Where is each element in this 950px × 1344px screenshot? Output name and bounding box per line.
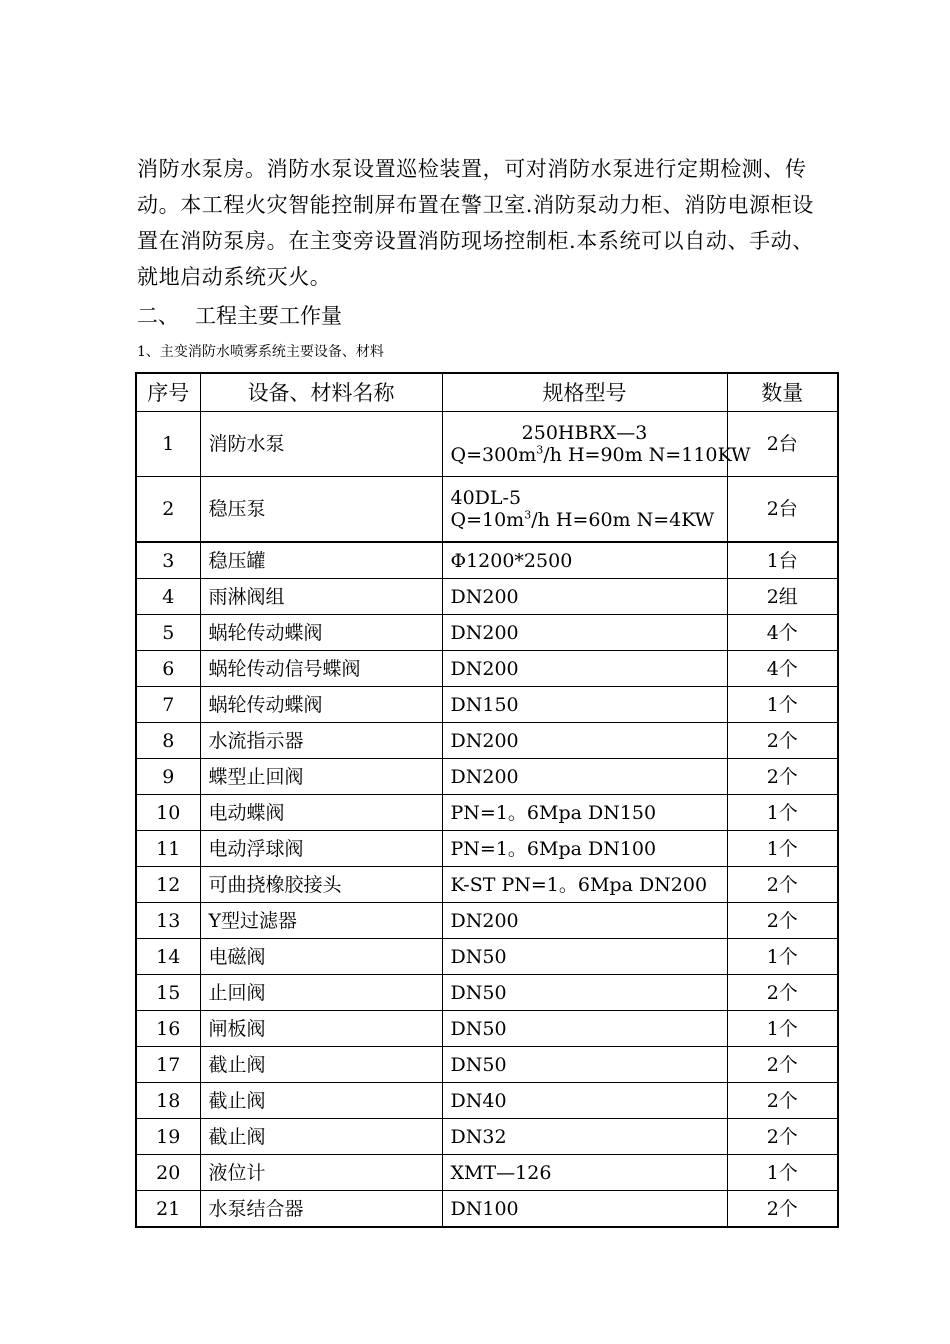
spec-model: 250HBRX—3 <box>521 422 648 444</box>
cell-qty: 1个 <box>727 939 838 975</box>
intro-line: 动。本工程火灾智能控制屏布置在警卫室.消防泵动力柜、消防电源柜设 <box>137 193 814 217</box>
table-row <box>136 867 838 903</box>
cell-no: 16 <box>136 1011 200 1047</box>
cell-spec: DN200 <box>442 903 727 939</box>
cell-qty: 2个 <box>727 1047 838 1083</box>
cell-qty: 2组 <box>727 579 838 615</box>
cell-no: 2 <box>136 477 200 543</box>
cell-no: 11 <box>136 831 200 867</box>
cell-name: 稳压罐 <box>200 542 442 579</box>
cell-qty: 4个 <box>727 651 838 687</box>
cell-name: 液位计 <box>200 1155 442 1191</box>
cell-no: 1 <box>136 412 200 477</box>
cell-qty: 2个 <box>727 759 838 795</box>
cell-spec: PN=1。6Mpa DN150 <box>442 795 727 831</box>
cell-spec: DN200 <box>442 759 727 795</box>
section-title: 工程主要工作量 <box>195 304 342 328</box>
subsection-heading: 1、主变消防水喷雾系统主要设备、材料 <box>137 344 384 360</box>
cell-name: 蜗轮传动蝶阀 <box>200 687 442 723</box>
cell-spec <box>442 412 751 477</box>
cell-no: 8 <box>136 723 200 759</box>
cell-no: 18 <box>136 1083 200 1119</box>
cell-qty: 2个 <box>727 867 838 903</box>
cell-no: 17 <box>136 1047 200 1083</box>
spec-rest: /h H=90m N=110KW <box>543 444 751 466</box>
table-row <box>136 1083 838 1119</box>
cell-spec: DN50 <box>442 975 727 1011</box>
cell-spec: K-ST PN=1。6Mpa DN200 <box>442 867 727 903</box>
cell-qty: 2个 <box>727 1083 838 1119</box>
cell-name: 电动浮球阀 <box>200 831 442 867</box>
cell-spec: DN150 <box>442 687 727 723</box>
intro-line: 消防水泵房。消防水泵设置巡检装置，可对消防水泵进行定期检测、传 <box>137 157 807 181</box>
cell-qty: 1个 <box>727 831 838 867</box>
cell-qty: 2台 <box>727 412 838 477</box>
cell-name: 水流指示器 <box>200 723 442 759</box>
cell-name: 消防水泵 <box>200 412 442 477</box>
cell-qty: 1个 <box>727 795 838 831</box>
table-row <box>136 651 838 687</box>
section-heading <box>137 300 342 332</box>
cell-name: 稳压泵 <box>200 477 442 543</box>
cell-spec: PN=1。6Mpa DN100 <box>442 831 727 867</box>
table-row <box>136 1191 838 1228</box>
table-row <box>136 1119 838 1155</box>
cell-no: 10 <box>136 795 200 831</box>
spec-params <box>451 509 719 531</box>
cell-name: 水泵结合器 <box>200 1191 442 1228</box>
section-number: 二、 <box>137 304 179 328</box>
intro-line: 置在消防泵房。在主变旁设置消防现场控制柜.本系统可以自动、手动、 <box>137 229 814 253</box>
spec-params <box>450 443 751 466</box>
cell-no: 9 <box>136 759 200 795</box>
cell-qty: 4个 <box>727 615 838 651</box>
equipment-table <box>135 372 839 1228</box>
header-name: 设备、材料名称 <box>200 373 442 412</box>
header-qty: 数量 <box>727 373 838 412</box>
table-row <box>136 579 838 615</box>
spec-exponent: 3 <box>536 443 544 457</box>
table-row <box>136 975 838 1011</box>
cell-spec: DN200 <box>442 579 727 615</box>
cell-no: 15 <box>136 975 200 1011</box>
table-row <box>136 903 838 939</box>
spec-model: 40DL-5 <box>450 487 522 509</box>
cell-name: 止回阀 <box>200 975 442 1011</box>
cell-spec: DN50 <box>442 1047 727 1083</box>
cell-qty: 1个 <box>727 1011 838 1047</box>
cell-name: 蝶型止回阀 <box>200 759 442 795</box>
cell-no: 20 <box>136 1155 200 1191</box>
cell-name: 截止阀 <box>200 1083 442 1119</box>
table-row <box>136 1155 838 1191</box>
intro-line: 就地启动系统灭火。 <box>137 265 332 289</box>
table-row <box>136 615 838 651</box>
table-row <box>136 1047 838 1083</box>
cell-no: 19 <box>136 1119 200 1155</box>
cell-qty: 2个 <box>727 723 838 759</box>
cell-no: 4 <box>136 579 200 615</box>
cell-qty: 2个 <box>727 1119 838 1155</box>
cell-no: 5 <box>136 615 200 651</box>
table-row <box>136 1011 838 1047</box>
cell-name: 截止阀 <box>200 1047 442 1083</box>
cell-spec: DN100 <box>442 1191 727 1228</box>
cell-spec <box>442 477 727 543</box>
cell-qty: 1个 <box>727 1155 838 1191</box>
cell-spec: DN50 <box>442 939 727 975</box>
cell-qty: 1个 <box>727 687 838 723</box>
cell-name: 截止阀 <box>200 1119 442 1155</box>
cell-spec: DN200 <box>442 651 727 687</box>
cell-qty: 1台 <box>727 542 838 579</box>
table-row <box>136 795 838 831</box>
cell-no: 13 <box>136 903 200 939</box>
header-spec: 规格型号 <box>442 373 727 412</box>
cell-spec: Φ1200*2500 <box>442 542 727 579</box>
table-row <box>136 939 838 975</box>
cell-name: 蜗轮传动信号蝶阀 <box>200 651 442 687</box>
table-header-row <box>136 373 838 412</box>
cell-no: 12 <box>136 867 200 903</box>
table-row <box>136 831 838 867</box>
table-row <box>136 687 838 723</box>
cell-qty: 2个 <box>727 903 838 939</box>
cell-no: 6 <box>136 651 200 687</box>
cell-no: 7 <box>136 687 200 723</box>
cell-spec: DN50 <box>442 1011 727 1047</box>
cell-spec: DN200 <box>442 615 727 651</box>
cell-name: 蜗轮传动蝶阀 <box>200 615 442 651</box>
header-no: 序号 <box>136 373 200 412</box>
spec-exponent: 3 <box>524 508 532 522</box>
cell-no: 3 <box>136 542 200 579</box>
cell-no: 14 <box>136 939 200 975</box>
cell-name: 闸板阀 <box>200 1011 442 1047</box>
table-row <box>136 759 838 795</box>
cell-spec: XMT—126 <box>442 1155 727 1191</box>
cell-qty: 2个 <box>727 1191 838 1228</box>
table-row <box>136 723 838 759</box>
cell-spec: DN40 <box>442 1083 727 1119</box>
spec-flow: Q=300m <box>450 444 537 466</box>
spec-rest: /h H=60m N=4KW <box>531 509 715 531</box>
intro-paragraph <box>137 151 837 295</box>
cell-spec: DN200 <box>442 723 727 759</box>
cell-name: 雨淋阀组 <box>200 579 442 615</box>
cell-qty: 2个 <box>727 975 838 1011</box>
cell-name: 电动蝶阀 <box>200 795 442 831</box>
cell-name: 可曲挠橡胶接头 <box>200 867 442 903</box>
table-row <box>136 542 838 579</box>
cell-qty: 2台 <box>727 477 838 543</box>
cell-name: 电磁阀 <box>200 939 442 975</box>
cell-name: Y型过滤器 <box>200 903 442 939</box>
cell-no: 21 <box>136 1191 200 1228</box>
cell-spec: DN32 <box>442 1119 727 1155</box>
table-row <box>136 412 838 477</box>
spec-flow: Q=10m <box>450 509 525 531</box>
table-row <box>136 477 838 543</box>
